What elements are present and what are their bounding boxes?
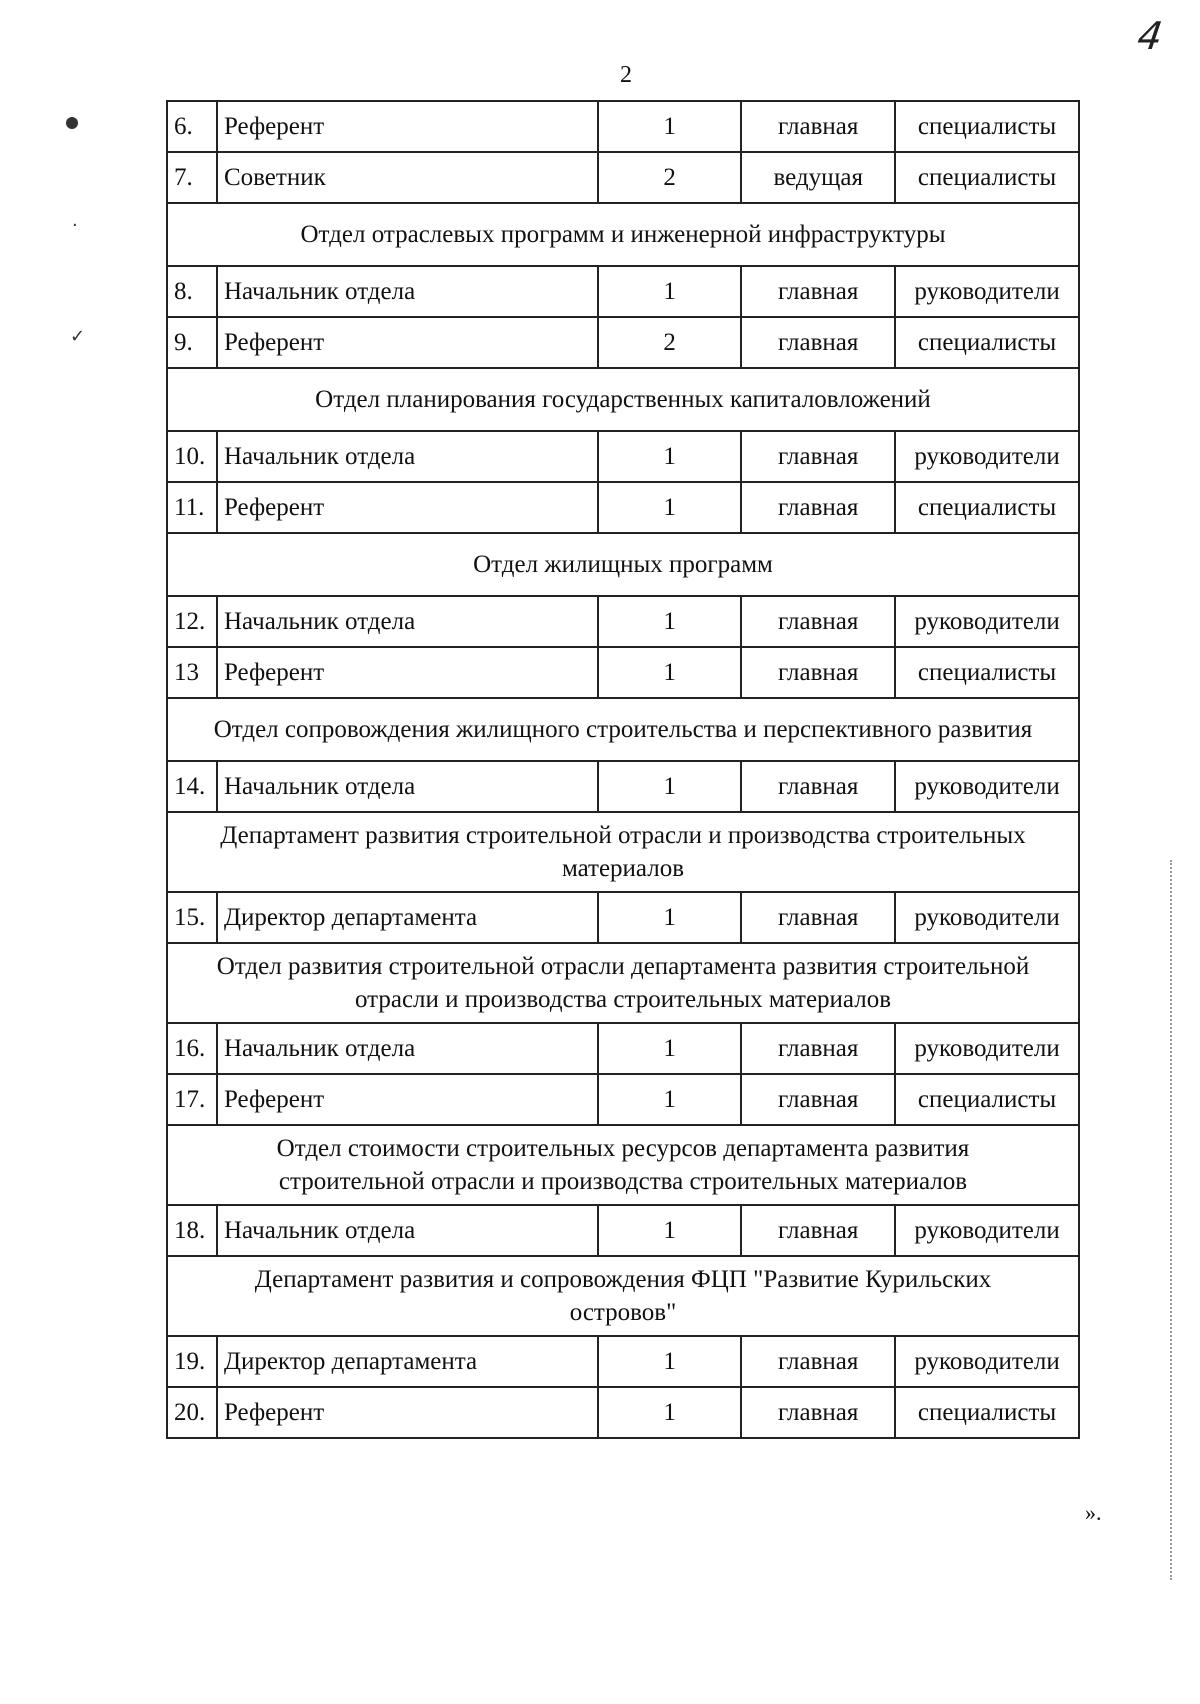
quantity: 1 (598, 482, 741, 533)
scan-edge-dots (1170, 860, 1174, 1580)
staff-table-body (167, 101, 1079, 1438)
section-title: Отдел жилищных программ (167, 533, 1079, 596)
position-name: Референт (217, 482, 598, 533)
section-header-row (167, 812, 1079, 892)
staff-table (166, 100, 1080, 1439)
row-number: 19. (167, 1336, 217, 1387)
table-row (167, 152, 1079, 203)
row-number: 11. (167, 482, 217, 533)
position-group: главная (741, 1205, 895, 1256)
position-name: Советник (217, 152, 598, 203)
position-name: Референт (217, 1387, 598, 1438)
position-category: специалисты (895, 152, 1079, 203)
quantity: 1 (598, 1205, 741, 1256)
table-row (167, 317, 1079, 368)
position-name: Референт (217, 317, 598, 368)
position-category: специалисты (895, 1074, 1079, 1125)
position-name: Начальник отдела (217, 761, 598, 812)
position-group: главная (741, 1074, 895, 1125)
quantity: 1 (598, 1023, 741, 1074)
row-number: 8. (167, 266, 217, 317)
quantity: 1 (598, 596, 741, 647)
row-number: 10. (167, 431, 217, 482)
table-row (167, 431, 1079, 482)
table-row (167, 647, 1079, 698)
quantity: 1 (598, 1336, 741, 1387)
row-number: 15. (167, 892, 217, 943)
table-row (167, 1336, 1079, 1387)
position-category: специалисты (895, 1387, 1079, 1438)
position-name: Референт (217, 647, 598, 698)
handwritten-page-mark: 4 (1134, 14, 1166, 58)
section-title: Отдел развития строительной отрасли департамента развития строительной отрасли и производства строительных материалов (167, 943, 1079, 1023)
scan-mark: · (72, 215, 78, 236)
position-group: главная (741, 647, 895, 698)
table-row (167, 1205, 1079, 1256)
quantity: 2 (598, 317, 741, 368)
section-header-row (167, 368, 1079, 431)
table-row (167, 892, 1079, 943)
section-header-row (167, 1256, 1079, 1336)
position-category: специалисты (895, 317, 1079, 368)
position-group: главная (741, 761, 895, 812)
position-group: главная (741, 596, 895, 647)
table-row (167, 1387, 1079, 1438)
row-number: 13 (167, 647, 217, 698)
position-group: главная (741, 317, 895, 368)
position-group: главная (741, 266, 895, 317)
position-name: Начальник отдела (217, 266, 598, 317)
quantity: 1 (598, 1387, 741, 1438)
section-header-row (167, 533, 1079, 596)
table-row (167, 266, 1079, 317)
row-number: 18. (167, 1205, 217, 1256)
section-title: Отдел стоимости строительных ресурсов департамента развития строительной отрасли и производства строительных материалов (167, 1125, 1079, 1205)
quantity: 1 (598, 1074, 741, 1125)
position-group: главная (741, 1336, 895, 1387)
section-title: Отдел отраслевых программ и инженерной инфраструктуры (167, 203, 1079, 266)
section-header-row (167, 698, 1079, 761)
quantity: 1 (598, 266, 741, 317)
section-header-row (167, 1125, 1079, 1205)
check-mark: ✓ (70, 326, 86, 347)
position-category: руководители (895, 596, 1079, 647)
quantity: 1 (598, 647, 741, 698)
table-row (167, 1023, 1079, 1074)
row-number: 12. (167, 596, 217, 647)
position-category: руководители (895, 266, 1079, 317)
position-name: Начальник отдела (217, 1205, 598, 1256)
section-header-row (167, 943, 1079, 1023)
row-number: 16. (167, 1023, 217, 1074)
position-group: главная (741, 1023, 895, 1074)
row-number: 17. (167, 1074, 217, 1125)
quantity: 1 (598, 761, 741, 812)
position-name: Директор департамента (217, 1336, 598, 1387)
position-name: Начальник отдела (217, 1023, 598, 1074)
position-name: Начальник отдела (217, 431, 598, 482)
table-row (167, 482, 1079, 533)
row-number: 14. (167, 761, 217, 812)
position-group: главная (741, 431, 895, 482)
page-number: 2 (620, 62, 632, 88)
position-category: руководители (895, 892, 1079, 943)
position-group: главная (741, 482, 895, 533)
position-name: Директор департамента (217, 892, 598, 943)
row-number: 9. (167, 317, 217, 368)
position-group: главная (741, 892, 895, 943)
table-row (167, 761, 1079, 812)
quantity: 1 (598, 431, 741, 482)
quantity: 1 (598, 892, 741, 943)
position-group: ведущая (741, 152, 895, 203)
closing-quote: ». (1085, 1500, 1102, 1525)
position-name: Референт (217, 1074, 598, 1125)
section-title: Отдел планирования государственных капиталовложений (167, 368, 1079, 431)
position-category: специалисты (895, 101, 1079, 152)
position-category: руководители (895, 431, 1079, 482)
section-title: Департамент развития строительной отрасли и производства строительных материалов (167, 812, 1079, 892)
scan-speck (66, 117, 78, 129)
table-row (167, 596, 1079, 647)
row-number: 7. (167, 152, 217, 203)
position-category: специалисты (895, 647, 1079, 698)
table-row (167, 101, 1079, 152)
section-title: Отдел сопровождения жилищного строительства и перспективного развития (167, 698, 1079, 761)
position-name: Начальник отдела (217, 596, 598, 647)
position-category: руководители (895, 1205, 1079, 1256)
position-category: специалисты (895, 482, 1079, 533)
section-title: Департамент развития и сопровождения ФЦП "Развитие Курильских островов" (167, 1256, 1079, 1336)
quantity: 2 (598, 152, 741, 203)
position-name: Референт (217, 101, 598, 152)
position-group: главная (741, 1387, 895, 1438)
section-header-row (167, 203, 1079, 266)
position-category: руководители (895, 1336, 1079, 1387)
quantity: 1 (598, 101, 741, 152)
position-category: руководители (895, 1023, 1079, 1074)
row-number: 20. (167, 1387, 217, 1438)
position-group: главная (741, 101, 895, 152)
row-number: 6. (167, 101, 217, 152)
table-row (167, 1074, 1079, 1125)
position-category: руководители (895, 761, 1079, 812)
